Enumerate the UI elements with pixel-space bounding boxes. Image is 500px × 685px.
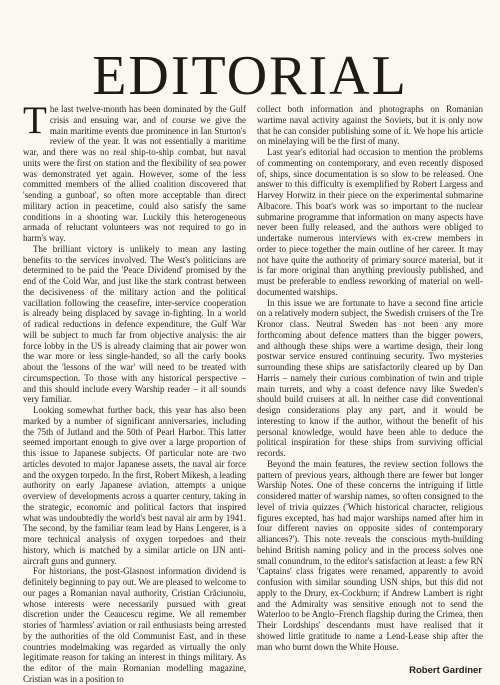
author-signature: Robert Gardiner <box>409 665 482 676</box>
paragraph: In this issue we are fortunate to have a second fine article on a relatively modern subject, the Swedish cruisers of the Tre Kronor class. Neutral Sweden has not been any more forthcoming about defence matters than the bigger powers, and although these ships were a wartime design, their long postwar service ensured continuing security. Two mysteries surrounding these ships are satisfactorily cleared up by Dan Harris – namely their curious combination of twin and triple main turrets, and why a coast defence navy like Sweden's should build cruisers at all. In neither case did conventional design considerations play any part, and it would be interesting to know if the author, without the benefit of his personal knowledge, would have been able to deduce the political inspiration for these ships from surviving official records. <box>257 297 483 458</box>
paragraph: collect both information and photographs on Romanian wartime naval activity against the Soviets, but it is only now that he can consider publishing some of it. We hope his article on minelaying will be the first of many. <box>257 104 483 147</box>
paragraph: Last year's editorial had occasion to mention the problems of commenting on contemporary, and even recently disposed of, ships, since documentation is so slow to be released. One answer to this difficulty is exemplified by Robert Largess and Harvey Horwitz in their piece on the experimental submarine Albacore. This boat's work was so important to the nuclear submarine programme that information on many aspects have never been fully released, and the authors were obliged to undertake numerous interviews with ex-crew members in order to piece together the main outline of her career. It may not have quite the authority of primary source material, but it is far more original than anything previously published, and must be preferable to endless reworking of material on well-documented warships. <box>257 147 483 297</box>
paragraph: For historians, the post-Glasnost information dividend is definitely beginning to pay out. We are pleased to welcome to our pages a Romanian naval authority, Cristian Crăciunoiu, whose interests were necessarily pursued with great discretion under the Ceaucescu regime. We all remember stories of 'harmless' aviation or rail enthusiasts being arrested by the authorities of the old Communist East, and in these countries modelmaking was regarded as virtually the only legitimate reason for taking an interest in things military. As the editor of the main Romanian modelling magazine, Cristian was in a position to <box>23 566 246 684</box>
right-column <box>257 104 483 652</box>
paragraph: Looking somewhat further back, this year has also been marked by a number of significant anniversaries, including the 75th of Jutland and the 50th of Pearl Harbor. This latter seemed important enough to give over a large proportion of this issue to Japanese subjects. Of particular note are two articles devoted to major Japanese assets, the naval air force and the oxygen torpedo. In the first, Robert Mikesh, a leading authority on early Japanese aviation, attempts a unique overview of developments across a quarter century, taking in the strategic, economic and political factors that inspired what was undoubtedly the world's best naval air arm by 1941. The second, by the familiar team lead by Hans Lengerer, is a more technical analysis of oxygen torpedoes and their history, which is matched by a similar article on IJN anti-aircraft guns and gunnery. <box>23 405 246 566</box>
paragraph: The brilliant victory is unlikely to mean any lasting benefits to the services involved. The West's politicians are determined to be paid the 'Peace Dividend' promised by the end of the Cold War, and just like the stark contrast between the decisiveness of the military action and the political vacillation following the ceasefire, inter-service cooperation is already being displaced by savage in-fighting. In a world of radical reductions in defence expenditure, the Gulf War will be subject to much far from objective analysis: the air force lobby in the US is already claiming that air power won the war more or less single-handed, so all the carly books about the 'lessons of the war' will need to be treated with circumspection. To those with any historical perspective – and this should include every Warship reader – it all sounds very familiar. <box>23 243 246 405</box>
paragraph <box>23 99 246 244</box>
drop-cap: T <box>23 99 47 142</box>
left-column <box>23 99 246 685</box>
paragraph: Beyond the main features, the review section follows the pattern of previous years, although there are fewer but longer Warship Notes. One of these concerns the intriguing if little considered matter of warship names, so often consigned to the level of trivia quizzes ('Which historical character, religious figures excepted, has had major warships named after him in four different navies on opposite sides of contemporary alliances?'). This note reveals the conscious myth-building behind British naming policy and in the process solves one small conundrum, to the editor's satisfaction at least: a few RN 'Captains' class frigates were renamed, apparently to avoid confusion with similar sounding USN ships, but this did not apply to the Drury, ex-Cockburn; if Andrew Lambert is right and the Admiralty was sensitive enough not to send the Waterloo to be Anglo–French flagship during the Crimea, then Their Lordships' descendants must have realised that it showed little gratitude to name a Lend-Lease ship after the man who burnt down the White House. <box>257 458 483 652</box>
page-title: EDITORIAL <box>92 44 408 107</box>
paragraph-text: he last twelve-month has been dominated by the Gulf crisis and ensuing war, and of course we give the main maritime events due prominence in Ian Sturton's review of the year. It was not essentially a maritime war, and there was no real ship-to-ship combat, but naval units were the first on station and the flexibility of sea power was demonstrated yet again. However, some of the less committed members of the allied coalition discovered that 'sending a gunboat', so often more acceptable than direct military action in peacetime, could also satisfy the same conditions in a shooting war. Luckily this heterogeneous armada of reluctant volunteers was not required to go in harm's way. <box>23 104 246 243</box>
